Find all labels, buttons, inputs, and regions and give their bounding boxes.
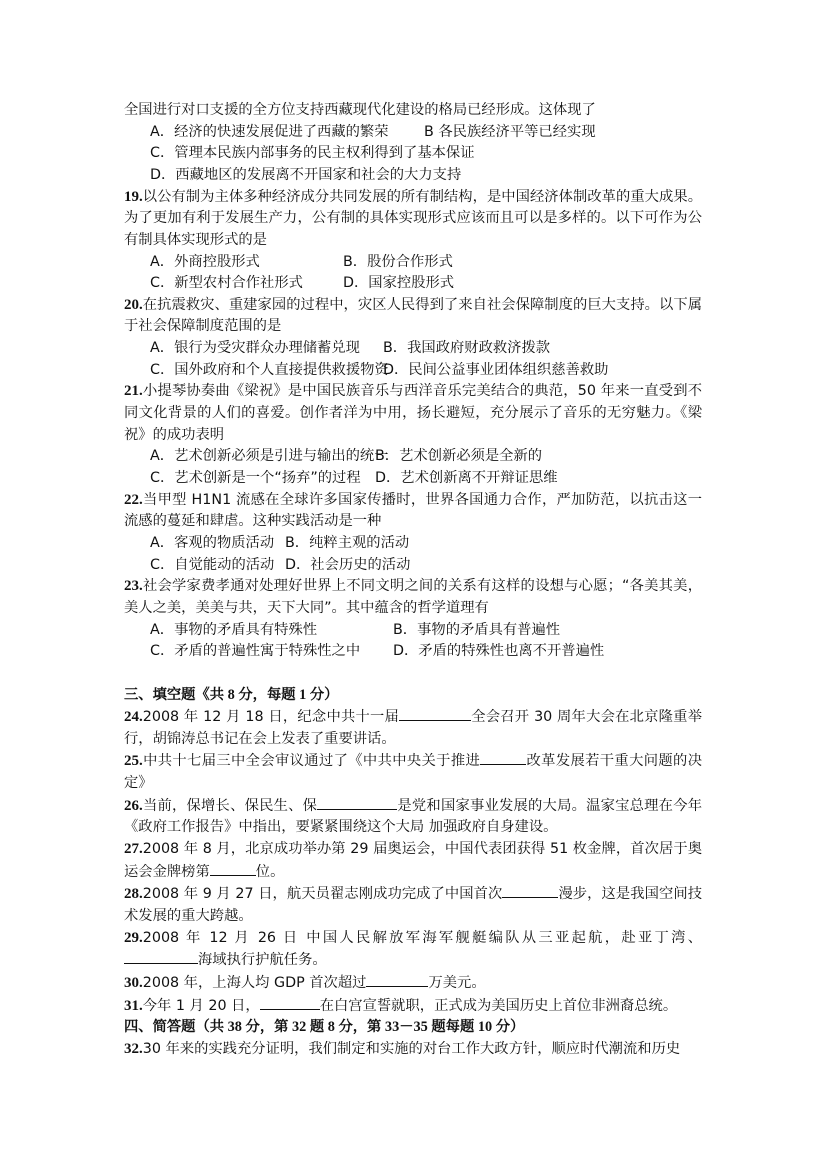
option-row — [124, 252, 702, 274]
answer-option: B．事物的矛盾具有普遍性 — [393, 621, 561, 638]
question-stem: 小提琴协奏曲《梁祝》是中国民族音乐与西洋音乐完美结合的典范，50 年来一直受到不同文化背景的人们的喜爱。创作者洋为中用，扬长避短，充分展示了音乐的无穷魅力。《梁祝》的成功表明 — [124, 383, 702, 443]
question-number: 30. — [124, 975, 143, 992]
question-text: 改革发展若干重大问题的决定》 — [124, 753, 703, 792]
answer-option: D．西藏地区的发展离不开国家和社会的大力支持 — [150, 166, 462, 183]
question-20 — [124, 295, 702, 338]
question-24 — [124, 706, 702, 750]
question-21 — [124, 381, 702, 446]
question-28 — [124, 883, 702, 927]
question-text: 海域执行护航任务。 — [198, 952, 327, 969]
question-27 — [124, 839, 702, 883]
question-number: 28. — [124, 886, 143, 903]
question-number: 29. — [124, 929, 143, 946]
option-row — [124, 143, 702, 165]
answer-option: A．外商控股形式 — [150, 253, 260, 270]
answer-option: A．银行为受灾群众办理储蓄兑现 — [150, 340, 360, 357]
question-text: 2008 年 12 月 26 日 中国人民解放军海军舰艇编队从三亚起航，赴亚丁湾、 — [142, 929, 702, 946]
question-text: 2008 年 8 月，北京成功举办第 29 届奥运会，中国代表团获得 51 枚金牌，首次居于奥运会金牌榜第 — [124, 841, 702, 880]
answer-blank[interactable] — [399, 706, 471, 721]
answer-option: D．艺术创新离不开辩证思维 — [375, 470, 558, 487]
option-row — [124, 468, 702, 490]
question-31 — [124, 995, 702, 1018]
answer-option: B．纯粹主观的活动 — [285, 534, 410, 551]
question-text: 漫步，这是我国空间技术发展的重大跨越。 — [124, 886, 703, 925]
question-number: 32. — [124, 1041, 143, 1057]
question-stem: 以公有制为主体多种经济成分共同发展的所有制结构，是中国经济体制改革的重大成果。为了更加有利于发展生产力，公有制的具体实现形式应该而且可以是多样的。以下可作为公有制具体实现形式的是 — [124, 188, 702, 248]
answer-blank[interactable] — [502, 883, 558, 898]
answer-option: C．矛盾的普遍性寓于特殊性之中 — [150, 643, 361, 660]
question-text: 万美元。 — [428, 975, 486, 992]
question-number: 19. — [124, 188, 143, 205]
answer-option: A．艺术创新必须是引进与输出的统一 — [150, 448, 389, 465]
question-26 — [124, 795, 702, 839]
option-row — [124, 165, 702, 187]
question-text: 2008 年 12 月 18 日，纪念中共十一届 — [142, 709, 400, 726]
answer-blank[interactable] — [210, 861, 256, 876]
answer-blank[interactable] — [366, 972, 428, 987]
question-stem: 在抗震救灾、重建家园的过程中，灾区人民得到了来自社会保障制度的巨大支持。以下属于社会保障制度范围的是 — [124, 296, 702, 335]
question-22 — [124, 490, 702, 533]
question-25 — [124, 750, 702, 794]
section-heading: 四、简答题（共 38 分，第 32 题 8 分，第 33－35 题每题 10 分） — [124, 1019, 525, 1036]
question-number: 22. — [124, 491, 143, 508]
question-number: 26. — [124, 797, 143, 814]
question-32 — [124, 1039, 702, 1061]
option-row — [124, 122, 702, 144]
answer-option: B．股份合作形式 — [343, 253, 453, 270]
answer-option: C．艺术创新是一个“扬弃”的过程 — [150, 470, 361, 487]
answer-option: D．国家控股形式 — [343, 275, 455, 292]
answer-option: B．艺术创新必须是全新的 — [375, 448, 543, 465]
answer-blank[interactable] — [260, 995, 320, 1010]
question-19 — [124, 187, 702, 252]
question-text: 位。 — [255, 863, 285, 880]
question-text: 当前，保增长、保民生、保 — [142, 797, 318, 814]
option-row — [124, 338, 702, 360]
option-row — [124, 641, 702, 663]
question-23 — [124, 576, 702, 619]
answer-option: A．经济的快速发展促进了西藏的繁荣 — [150, 123, 389, 140]
answer-blank[interactable] — [480, 750, 526, 765]
exam-document — [124, 100, 702, 1061]
section-heading: 三、填空题《共 8 分，每题 1 分） — [124, 686, 339, 703]
answer-option: C．自觉能动的活动 — [150, 556, 275, 573]
question-number: 20. — [124, 296, 143, 313]
answer-option: C．新型农村合作社形式 — [150, 275, 303, 292]
answer-option: D．民间公益事业团体组织慈善救助 — [383, 361, 609, 378]
answer-option: B 各民族经济平等已经实现 — [424, 123, 596, 140]
answer-option: A．客观的物质活动 — [150, 534, 275, 551]
option-row — [124, 533, 702, 555]
question-text: 2008 年，上海人均 GDP 首次超过 — [142, 975, 367, 992]
question-text: 今年 1 月 20 日， — [142, 997, 260, 1014]
question-stem: 当甲型 H1N1 流感在全球许多国家传播时，世界各国通力合作，严加防范，以抗击这一流感的蔓延和肆虐。这种实践活动是一种 — [124, 491, 702, 530]
question-30 — [124, 972, 702, 995]
question-stem: 全国进行对口支援的全方位支持西藏现代化建设的格局已经形成。这体现了 — [124, 102, 596, 118]
answer-option: C．国外政府和个人直接提供救援物资 — [150, 361, 389, 378]
answer-option: D．矛盾的特殊性也离不开普遍性 — [393, 643, 605, 660]
question-number: 23. — [124, 578, 143, 595]
question-stem: 30 年来的实践充分证明，我们制定和实施的对台工作大政方针，顺应时代潮流和历史 — [142, 1041, 681, 1057]
question-number: 24. — [124, 709, 143, 726]
answer-option: A．事物的矛盾具有特殊性 — [150, 621, 318, 638]
option-row — [124, 620, 702, 642]
question-text: 中共十七届三中全会审议通过了《中共中央关于推进 — [142, 753, 481, 770]
answer-option: C．管理本民族内部事务的民主权利得到了基本保证 — [150, 145, 475, 162]
option-row — [124, 555, 702, 577]
question-text: 在白宫宣誓就职，正式成为美国历史上首位非洲裔总统。 — [319, 997, 678, 1014]
answer-option: D．社会历史的活动 — [285, 556, 411, 573]
question-text: 全会召开 30 周年大会在北京隆重举行，胡锦涛总书记在会上发表了重要讲话。 — [124, 709, 702, 747]
option-row — [124, 446, 702, 468]
question-number: 27. — [124, 841, 143, 858]
question-number: 21. — [124, 383, 143, 400]
question-number: 25. — [124, 753, 143, 770]
question-29 — [124, 928, 702, 972]
question-number: 31. — [124, 997, 143, 1014]
option-row — [124, 273, 702, 295]
question-text: 是党和国家事业发展的大局。温家宝总理在今年《政府工作报告》中指出，要紧紧围绕这个大局 加强政府自身建设。 — [124, 797, 703, 836]
option-row — [124, 360, 702, 382]
question-text: 2008 年 9 月 27 日，航天员翟志刚成功完成了中国首次 — [142, 886, 503, 903]
question-stem: 社会学家费孝通对处理好世界上不同文明之间的关系有这样的设想与心愿；“各美其美，美人之美，美美与共，天下大同”。其中蕴含的哲学道理有 — [124, 578, 702, 616]
spacer — [124, 663, 702, 685]
answer-option: B．我国政府财政救济拨款 — [383, 340, 551, 357]
answer-blank[interactable] — [124, 949, 198, 964]
answer-blank[interactable] — [317, 795, 397, 810]
